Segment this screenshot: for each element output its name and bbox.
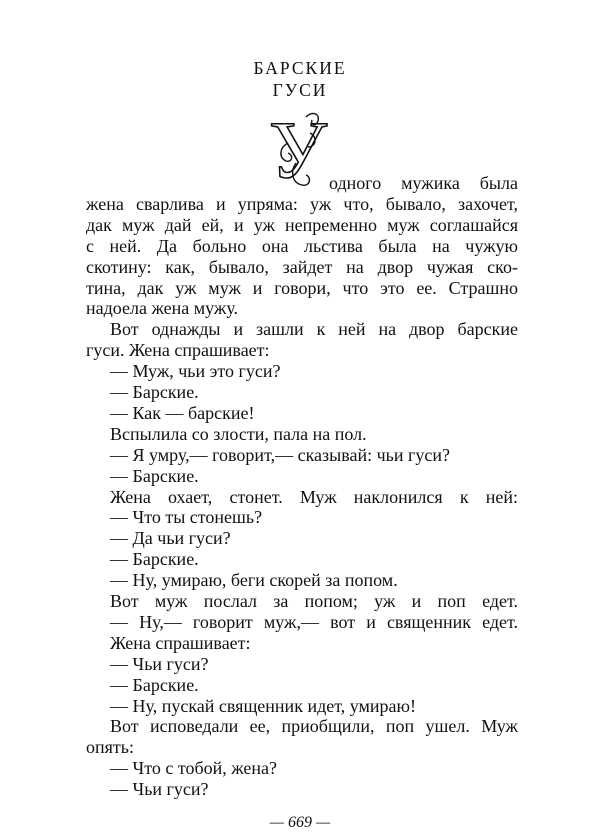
narration-line: Жена охает, стонет. Муж наклонился к ней: [110,486,518,507]
text-line-8: Вот однажды и зашли к ней на двор барские [110,319,518,340]
text-line-9: гуси. Жена спрашивает: [86,340,270,361]
dialogue-line: — Я умру,— говорит,— сказывай: чьи гуси? [110,444,451,465]
dialogue-line: — Барские. [110,382,199,402]
drop-cap-letter: У [268,104,328,193]
narration-line: Жена спрашивает: [110,632,251,653]
text-line-3: дак муж дай ей, и уж непременно муж соглашайся [86,214,518,235]
dialogue-line: — Барские. [110,549,199,570]
dialogue-line: — Барские. [110,465,199,486]
text-line-5: скотину: как, бывало, зайдет на двор чужая ско- [86,256,518,277]
text-line-1: одного мужика была [329,173,518,193]
dialogue-line: — Чьи гуси? [110,653,209,674]
story-title-line-2: ГУСИ [272,80,328,100]
text-line-7: надоела жена мужу. [86,298,239,319]
dialogue-line: — Барские. [110,674,199,695]
ornamental-drop-cap [266,103,330,193]
dialogue-line: — Как — барские! [110,402,255,423]
dialogue-line: — Чьи гуси? [110,779,209,800]
narration-line: Вот исповедали ее, приобщили, поп ушел. Муж [110,716,518,737]
dialogue-line: — Муж, чьи это гуси? [110,361,281,382]
narration-line: опять: [86,737,134,758]
dialogue-line: — Ну, умираю, беги скорей за попом. [110,570,398,591]
narration-line: Вспылила со злости, пала на пол. [110,423,367,444]
text-line-4: с ней. Да больно она льстива была на чужую [86,235,518,256]
narration-line: Вот муж послал за попом; уж и поп едет. [110,591,518,611]
dialogue-line: — Ну, пускай священник идет, умираю! [110,695,416,716]
page-number: — 669 — [269,814,331,831]
dialogue-line: — Да чьи гуси? [110,528,231,549]
story-title-line-1: БАРСКИЕ [253,58,347,78]
text-line-6: тина, дак уж муж и говори, что это ее. Страшно [86,277,518,298]
dialogue-line: — Что с тобой, жена? [110,758,278,779]
dialogue-line: — Ну,— говорит муж,— вот и священник едет. [110,611,518,632]
dialogue-line: — Что ты стонешь? [110,507,263,528]
text-line-2: жена сварлива и упряма: уж что, бывало, захочет, [86,193,518,214]
